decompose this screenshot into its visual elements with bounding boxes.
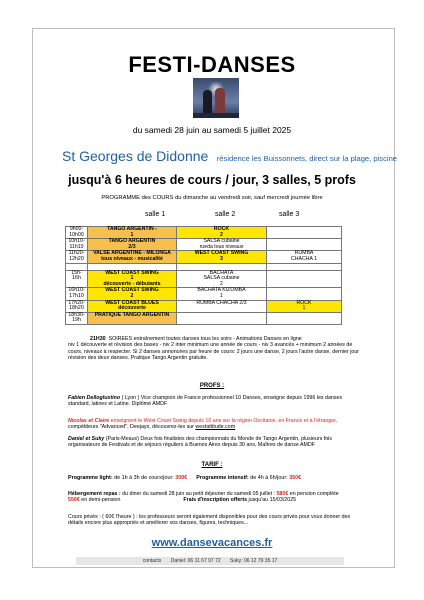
intensif-text: de 4h à 6h/jour: xyxy=(248,475,290,481)
light-price: 300€ xyxy=(175,475,188,481)
intensif-label: Programme intensif: xyxy=(196,475,249,481)
schedule-salle1-cell: VALSE ARGENTINE - MILONGA tous niveaux - musicalité xyxy=(88,251,177,263)
demi-pension-price: 550€ xyxy=(68,497,80,504)
profs-heading: PROFS : xyxy=(199,383,225,389)
westattitude-link[interactable]: westattitude.com xyxy=(195,424,236,431)
schedule-salle3-cell: RUMBA CHACHA 1 xyxy=(267,251,342,263)
location-town: St Georges de Didonne xyxy=(62,148,209,164)
schedule-time-cell: 17h20- 18h20 xyxy=(66,300,88,312)
schedule-salle3-cell xyxy=(267,312,342,324)
schedule-salle3-cell: ROCK 1 xyxy=(267,300,342,312)
prof-daniel-suky xyxy=(68,436,364,449)
frais-date: jusqu'au 15/03/2025 xyxy=(247,497,297,504)
light-label: Programme light: xyxy=(68,475,113,481)
schedule-salle1-cell: WEST COAST SWING 2 xyxy=(88,288,177,300)
schedule-salle3-cell xyxy=(267,270,342,288)
schedule-salle1-cell: PRATIQUE TANGO ARGENTIN xyxy=(88,312,177,324)
schedule-salle1-cell: WEST COAST BLUES découverte xyxy=(88,300,177,312)
schedule-salle3-cell xyxy=(267,263,342,270)
contact-bar xyxy=(76,557,344,565)
location-venue: résidence les Buissonnets, direct sur la plage, piscine xyxy=(216,154,398,163)
schedule-salle1-cell: TANGO ARGENTIN 2/3 xyxy=(88,239,177,251)
schedule-time-cell: 10h10- 11h10 xyxy=(66,239,88,251)
demi-pension-text: en demi-pension xyxy=(79,497,121,504)
frais-inscription: Frais d'inscription offerts xyxy=(183,497,248,504)
hebergement xyxy=(68,491,364,504)
schedule-row xyxy=(66,300,342,312)
schedule-row xyxy=(66,263,342,270)
hebergement-text: du diner du samedi 28 juin au petit déjeuner du samedi 05 juillet : xyxy=(120,491,277,497)
prof-name: Nicolas et Claire xyxy=(68,418,110,424)
schedule-row xyxy=(66,312,342,324)
schedule-time-cell xyxy=(66,263,88,270)
event-dates: du samedi 28 juin au samedi 5 juillet 2025 xyxy=(132,125,292,135)
schedule-row xyxy=(66,251,342,263)
pension-complete-text: en pension complète xyxy=(288,491,339,497)
light-text: de 1h à 3h de cours/jour: xyxy=(112,475,176,481)
prof-fabien xyxy=(68,395,364,408)
schedule-time-cell: 16h10- 17h10 xyxy=(66,288,88,300)
schedule-salle2-cell: SALSA cubaine rueda tous niveaux xyxy=(177,239,267,251)
hebergement-label: Hébergement repas : xyxy=(68,491,121,497)
location xyxy=(62,148,397,166)
headline: jusqu'à 6 heures de cours / jour, 3 salles, 5 profs xyxy=(68,173,356,187)
soirees-time: 21H30 xyxy=(90,336,106,342)
tarif-heading: TARIF : xyxy=(201,462,223,468)
prof-desc: compétiteurs "Advanced", Deejays, découvrez-les sur xyxy=(68,424,196,431)
schedule-salle2-cell xyxy=(177,312,267,324)
schedule-salle1-cell xyxy=(88,263,177,270)
schedule-salle2-cell xyxy=(177,263,267,270)
soirees-text xyxy=(68,336,364,361)
schedule-salle3-cell xyxy=(267,227,342,239)
soirees-desc: SOIREES entraînement toutes danses tous les soirs - Animations Danses en ligne xyxy=(108,336,302,342)
salle-1-label: salle 1 xyxy=(145,211,166,218)
schedule-time-cell: 9h00- 10h00 xyxy=(66,227,88,239)
tarif-programmes xyxy=(68,475,364,481)
schedule-table xyxy=(65,226,342,325)
prof-name: Fabien Delloglustino xyxy=(68,395,121,401)
prof-desc: (Paris-Meaux) Deux fois finalistes des championnats du Monde de Tango Argentin, plusieurs fois organisateurs de Festivals et de séjours réguliers à Buenos Aires depuis 30 ans, Maîtres de danse AMDF xyxy=(68,436,333,449)
pension-complete-price: 580€ xyxy=(276,491,289,497)
cours-prives: Cours privés : ( 60€ l'heure ) : les professeurs seront également disponibles pour des cours privés pour vous donner des détails encore plus appropriés et améliorer vos danses, figures, techniques... xyxy=(68,514,351,527)
schedule-salle2-cell: ROCK 2 xyxy=(177,227,267,239)
salle-2-label: salle 2 xyxy=(215,211,236,218)
dancers-photo xyxy=(193,78,239,118)
schedule-row xyxy=(66,288,342,300)
levels-text: niv 1 découverte et révision des bases - niv 2 inter minimum une année de cours - niv 3 avancés + minimum 2 années de cours, niveaux à respecter. Si 2 danses annoncées par heure de cours: 2 jours une danse, 2 jours l'autre danse, dernier jour révision des deux danses. Pratique Tango Argentin gratuite. xyxy=(68,342,360,361)
salle-3-label: salle 3 xyxy=(279,211,300,218)
contact-daniel: Daniel: 06 11 67 97 72 xyxy=(170,558,221,564)
contact-suky: Suky: 06 12 79 35 17 xyxy=(230,558,278,564)
schedule-salle2-cell: BACHATA KIZOMBA 1 xyxy=(177,288,267,300)
website-link[interactable]: www.dansevacances.fr xyxy=(151,537,273,549)
page-title: FESTI-DANSES xyxy=(128,52,296,77)
schedule-salle3-cell xyxy=(267,239,342,251)
schedule-salle3-cell xyxy=(267,288,342,300)
schedule-time-cell: 18h30-19h xyxy=(66,312,88,324)
prof-name: Daniel et Suky xyxy=(68,436,105,442)
schedule-salle2-cell: BACHATA SALSA cubaine 2 xyxy=(177,270,267,288)
schedule-row xyxy=(66,239,342,251)
schedule-salle1-cell: WEST COAST SWING 1 découverte - débutants xyxy=(88,270,177,288)
schedule-time-cell: 15h-16h xyxy=(66,270,88,288)
prof-desc: ( Lyon ) Vice champion de France professionnel 10 Danses, enseigne depuis 1996 les danses standard, latines et Latine. Diplômé AMDF xyxy=(68,395,343,408)
contacts-label: contacts xyxy=(142,558,162,564)
programme-note: PROGRAMME des COURS du dimanche au vendredi soir, sauf mercredi journée libre xyxy=(101,195,323,201)
prof-desc-red: enseignent le West Coast Swing depuis 10 ans sur la région Occitanie, en France et à l'étranger, xyxy=(109,418,338,424)
prof-nicolas-claire xyxy=(68,418,364,431)
schedule-row xyxy=(66,270,342,288)
intensif-price: 350€ xyxy=(289,475,302,481)
schedule-time-cell: 11h20- 12h20 xyxy=(66,251,88,263)
schedule-row xyxy=(66,227,342,239)
schedule-salle2-cell: WEST COAST SWING 3 xyxy=(177,251,267,263)
schedule-salle1-cell: TANGO ARGENTIN - 1 xyxy=(88,227,177,239)
schedule-salle2-cell: RUMBA CHACHA 2/3 xyxy=(177,300,267,312)
